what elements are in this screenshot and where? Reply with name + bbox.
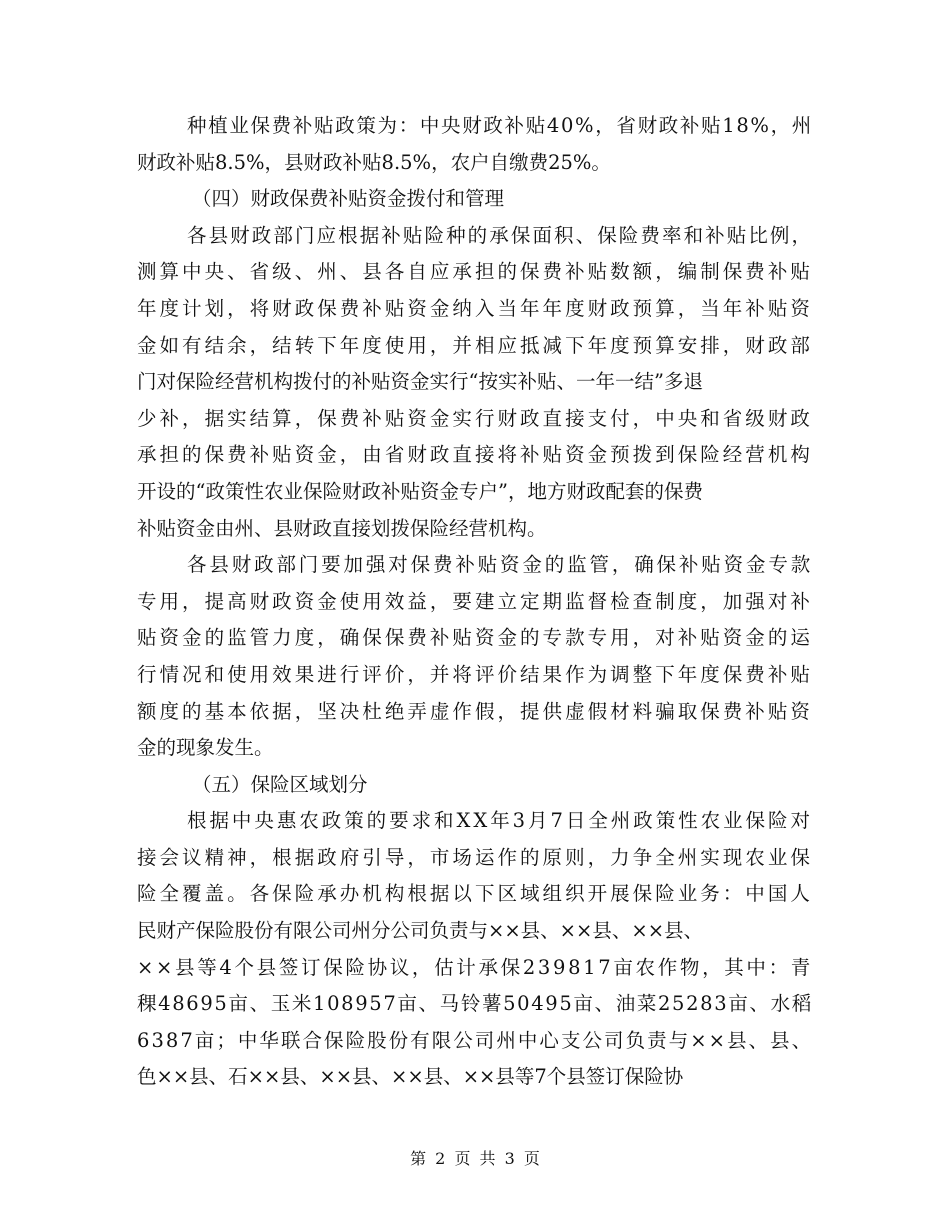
text-line: 民财产保险股份有限公司州分公司负责与××县、××县、××县、 [137,919,704,943]
text-line: 承担的保费补贴资金，由省财政直接将补贴资金预拨到保险经营机构 [137,443,813,467]
text-line: 种植业保费补贴政策为：中央财政补贴40%，省财政补贴18%，州 [187,114,813,137]
text-line: 财政补贴8.5%，县财政补贴8.5%，农户自缴费25%。 [137,150,611,174]
text-line: 色××县、石××县、××县、××县、××县等7个县签订保险协 [137,1065,684,1089]
text-line: 各县财政部门应根据补贴险种的承保面积、保险费率和补贴比例， [187,223,814,247]
text-line: 接会议精神，根据政府引导，市场运作的原则，力争全州实现农业保 [137,845,813,869]
text-line: 稞48695亩、玉米108957亩、马铃薯50495亩、油菜25283亩、水稻 [137,992,813,1016]
text-line: 行情况和使用效果进行评价，并将评价结果作为调整下年度保费补贴 [137,662,813,686]
document-body [137,108,813,1096]
text-line: 贴资金的监管力度，确保保费补贴资金的专款专用，对补贴资金的运 [137,626,813,650]
text-line: 金的现象发生。 [137,736,274,760]
text-line: 补贴资金由州、县财政直接划拨保险经营机构。 [137,516,547,540]
text-line: 门对保险经营机构拨付的补贴资金实行“按实补贴、一年一结”多退 [137,370,703,394]
text-line: 各县财政部门要加强对保费补贴资金的监管，确保补贴资金专款 [187,553,814,577]
text-line: 6387亩；中华联合保险股份有限公司州中心支公司负责与××县、县、 [137,1028,814,1052]
page-footer: 第 2 页 共 3 页 [410,1149,540,1168]
text-line: 年度计划，将财政保费补贴资金纳入当年年度财政预算，当年补贴资 [137,296,813,320]
text-line: 金如有结余，结转下年度使用，并相应抵减下年度预算安排，财政部 [137,333,813,357]
section-heading: （五）保险区域划分 [192,772,368,796]
section-heading: （四）财政保费补贴资金拨付和管理 [192,187,505,211]
text-line: 测算中央、省级、州、县各自应承担的保费补贴数额，编制保费补贴 [137,260,813,284]
text-line: 额度的基本依据，坚决杜绝弄虚作假，提供虚假材料骗取保费补贴资 [137,699,813,723]
text-line: 开设的“政策性农业保险财政补贴资金专户”，地方财政配套的保费 [137,479,703,503]
text-line: ××县等4个县签订保险协议，估计承保239817亩农作物，其中：青 [137,955,813,979]
text-line: 少补，据实结算，保费补贴资金实行财政直接支付，中央和省级财政 [137,406,813,430]
text-line: 专用，提高财政资金使用效益，要建立定期监督检查制度，加强对补 [137,589,813,613]
text-line: 险全覆盖。各保险承办机构根据以下区域组织开展保险业务：中国人 [137,882,813,906]
text-line: 根据中央惠农政策的要求和XX年3月7日全州政策性农业保险对 [187,809,813,833]
